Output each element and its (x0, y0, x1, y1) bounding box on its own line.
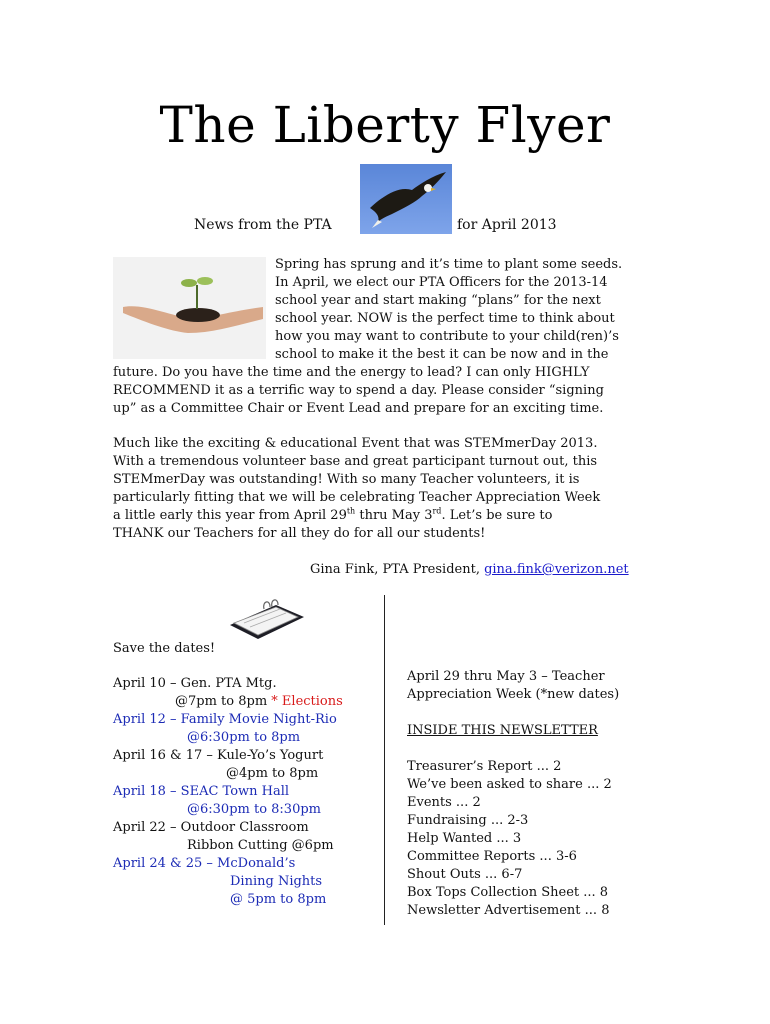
table-of-contents (407, 758, 667, 920)
right-column (407, 668, 667, 920)
eagle-image (360, 164, 452, 234)
column-divider (384, 595, 385, 925)
event-time: @6:30pm to 8:30pm (187, 802, 321, 817)
newsletter-title: The Liberty Flyer (159, 96, 611, 154)
toc-item: Events ... 2 (407, 795, 481, 810)
text-line: Spring has sprung and it’s time to plant some seeds. (275, 257, 623, 272)
text-line: With a tremendous volunteer base and great participant turnout out, this (113, 454, 598, 469)
toc-item: Fundraising ... 2-3 (407, 813, 529, 828)
seedling-hand-image (113, 257, 266, 359)
subtitle-left: News from the PTA (194, 217, 332, 233)
event-line: April 10 – Gen. PTA Mtg. (113, 676, 277, 691)
text-line: particularly fitting that we will be celebrating Teacher Appreciation Week (113, 490, 601, 505)
text-line: school year. NOW is the perfect time to think about (275, 311, 615, 326)
event-line: April 12 – Family Movie Night-Rio (113, 712, 337, 727)
event-time: @6:30pm to 8pm (187, 730, 301, 745)
text-span: a little early this year from April 29 (113, 508, 347, 523)
toc-item: We’ve been asked to share ... 2 (407, 777, 612, 792)
event-line: April 24 & 25 – McDonald’s (113, 856, 296, 871)
text-line (113, 507, 658, 525)
toc-item: Box Tops Collection Sheet ... 8 (407, 885, 609, 900)
event-line: April 18 – SEAC Town Hall (113, 784, 290, 799)
email-link[interactable]: gina.fink@verizon.net (484, 562, 629, 577)
toc-item: Shout Outs ... 6-7 (407, 867, 523, 882)
toc-item: Help Wanted ... 3 (407, 831, 522, 846)
teacher-week-line: April 29 thru May 3 – Teacher (407, 669, 605, 684)
teacher-week-line: Appreciation Week (*new dates) (407, 687, 620, 702)
intro-paragraph-full (113, 364, 658, 418)
inside-newsletter-heading: INSIDE THIS NEWSLETTER (407, 723, 598, 738)
events-list (113, 675, 378, 909)
toc-item: Treasurer’s Report ... 2 (407, 759, 562, 774)
text-line: THANK our Teachers for all they do for all our students! (113, 526, 486, 541)
text-line: up” as a Committee Chair or Event Lead and prepare for an exciting time. (113, 401, 604, 416)
signature-line (310, 562, 629, 577)
superscript: th (346, 506, 356, 516)
event-time: Dining Nights (230, 874, 323, 889)
text-line: RECOMMEND it as a terrific way to spend a day. Please consider “signing (113, 383, 604, 398)
event-time: @ 5pm to 8pm (230, 892, 327, 907)
text-line: future. Do you have the time and the energy to lead? I can only HIGHLY (113, 365, 590, 380)
event-line: April 16 & 17 – Kule-Yo’s Yogurt (113, 748, 324, 763)
text-span: thru May 3 (355, 508, 433, 523)
event-line: April 22 – Outdoor Classroom (113, 820, 309, 835)
signature-text: Gina Fink, PTA President, (310, 562, 485, 577)
text-line: STEMmerDay was outstanding! With so many Teacher volunteers, it is (113, 472, 580, 487)
toc-item: Newsletter Advertisement ... 8 (407, 903, 610, 918)
text-span: . Let’s be sure to (441, 508, 553, 523)
calendar-icon (224, 595, 308, 643)
event-time: @4pm to 8pm (226, 766, 319, 781)
text-line: Much like the exciting & educational Event that was STEMmerDay 2013. (113, 436, 598, 451)
event-time: Ribbon Cutting @6pm (187, 838, 334, 853)
toc-item: Committee Reports ... 3-6 (407, 849, 577, 864)
intro-paragraph-right (275, 256, 660, 364)
subtitle-right: for April 2013 (457, 217, 557, 233)
text-line: school year and start making “plans” for the next (275, 293, 601, 308)
event-time (113, 693, 378, 711)
text-line: school to make it the best it can be now and in the (275, 347, 609, 362)
save-the-dates-label: Save the dates! (113, 641, 216, 656)
stemmerday-paragraph (113, 435, 658, 543)
event-time-text: @7pm to 8pm (175, 694, 272, 709)
superscript: rd (432, 506, 442, 516)
text-line: how you may want to contribute to your child(ren)’s (275, 329, 619, 344)
text-line: In April, we elect our PTA Officers for the 2013-14 (275, 275, 608, 290)
elections-note: * Elections (271, 694, 343, 709)
